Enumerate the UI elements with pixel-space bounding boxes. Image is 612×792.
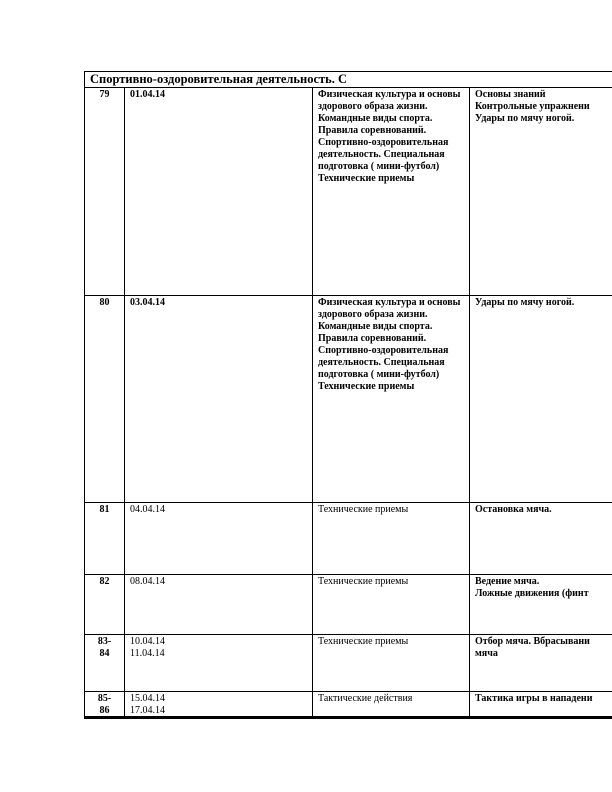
lesson-topic: Тактические действия xyxy=(313,692,470,719)
content-line: мяча xyxy=(475,648,498,659)
lesson-date xyxy=(125,296,313,503)
lesson-content xyxy=(470,503,612,575)
table-row xyxy=(85,88,612,296)
content-line: Основы знаний xyxy=(475,89,546,100)
lesson-date xyxy=(125,575,313,635)
table-row xyxy=(85,575,612,635)
content-line: Удары по мячу ногой. xyxy=(475,297,575,308)
content-line: Ложные движения (финт xyxy=(475,588,589,599)
content-line: Контрольные упражнени xyxy=(475,101,590,112)
table-row xyxy=(85,503,612,575)
lesson-topic: Технические приемы xyxy=(313,503,470,575)
lesson-content xyxy=(470,88,612,296)
lesson-date xyxy=(125,692,313,719)
date-line: 01.04.14 xyxy=(130,89,165,100)
date-line: 15.04.14 xyxy=(130,693,165,704)
lesson-topic: Технические приемы xyxy=(313,575,470,635)
date-line: 08.04.14 xyxy=(130,576,165,587)
date-line: 17.04.14 xyxy=(130,705,165,716)
date-line: 10.04.14 xyxy=(130,636,165,647)
content-line: Отбор мяча. Вбрасывани xyxy=(475,636,590,647)
lesson-topic: Технические приемы xyxy=(313,635,470,692)
section-title: Спортивно-оздоровительная деятельность. С xyxy=(85,72,612,88)
content-line: Удары по мячу ногой. xyxy=(475,113,575,124)
number-line: 83- xyxy=(97,636,112,647)
lesson-topic: Физическая культура и основы здорового образа жизни. Командные виды спорта. Правила соревнований. Спортивно-оздоровительная деятельность. Специальная подготовка ( мини-футбол) Технические приемы xyxy=(313,296,470,503)
lesson-number xyxy=(85,635,125,692)
number-line: 86 xyxy=(99,705,110,716)
section-header-row xyxy=(85,72,612,88)
lesson-number: 82 xyxy=(85,575,125,635)
lesson-content xyxy=(470,635,612,692)
lesson-content xyxy=(470,575,612,635)
table-row xyxy=(85,296,612,503)
date-line: 04.04.14 xyxy=(130,504,165,515)
lesson-content xyxy=(470,692,612,719)
table-bottom-rule xyxy=(84,716,612,718)
content-line: Тактика игры в нападени xyxy=(475,693,593,704)
table-row xyxy=(85,635,612,692)
lesson-number: 79 xyxy=(85,88,125,296)
date-line: 11.04.14 xyxy=(130,648,165,659)
table-row xyxy=(85,692,612,719)
lesson-date xyxy=(125,635,313,692)
lesson-content xyxy=(470,296,612,503)
lesson-schedule-table xyxy=(84,71,612,719)
lesson-number: 80 xyxy=(85,296,125,503)
lesson-date xyxy=(125,503,313,575)
content-line: Остановка мяча. xyxy=(475,504,552,515)
lesson-topic: Физическая культура и основы здорового образа жизни. Командные виды спорта. Правила соревнований. Спортивно-оздоровительная деятельность. Специальная подготовка ( мини-футбол) Технические приемы xyxy=(313,88,470,296)
lesson-number xyxy=(85,692,125,719)
number-line: 84 xyxy=(99,648,110,659)
number-line: 85- xyxy=(97,693,112,704)
date-line: 03.04.14 xyxy=(130,297,165,308)
lesson-date xyxy=(125,88,313,296)
content-line: Ведение мяча. xyxy=(475,576,540,587)
lesson-number: 81 xyxy=(85,503,125,575)
